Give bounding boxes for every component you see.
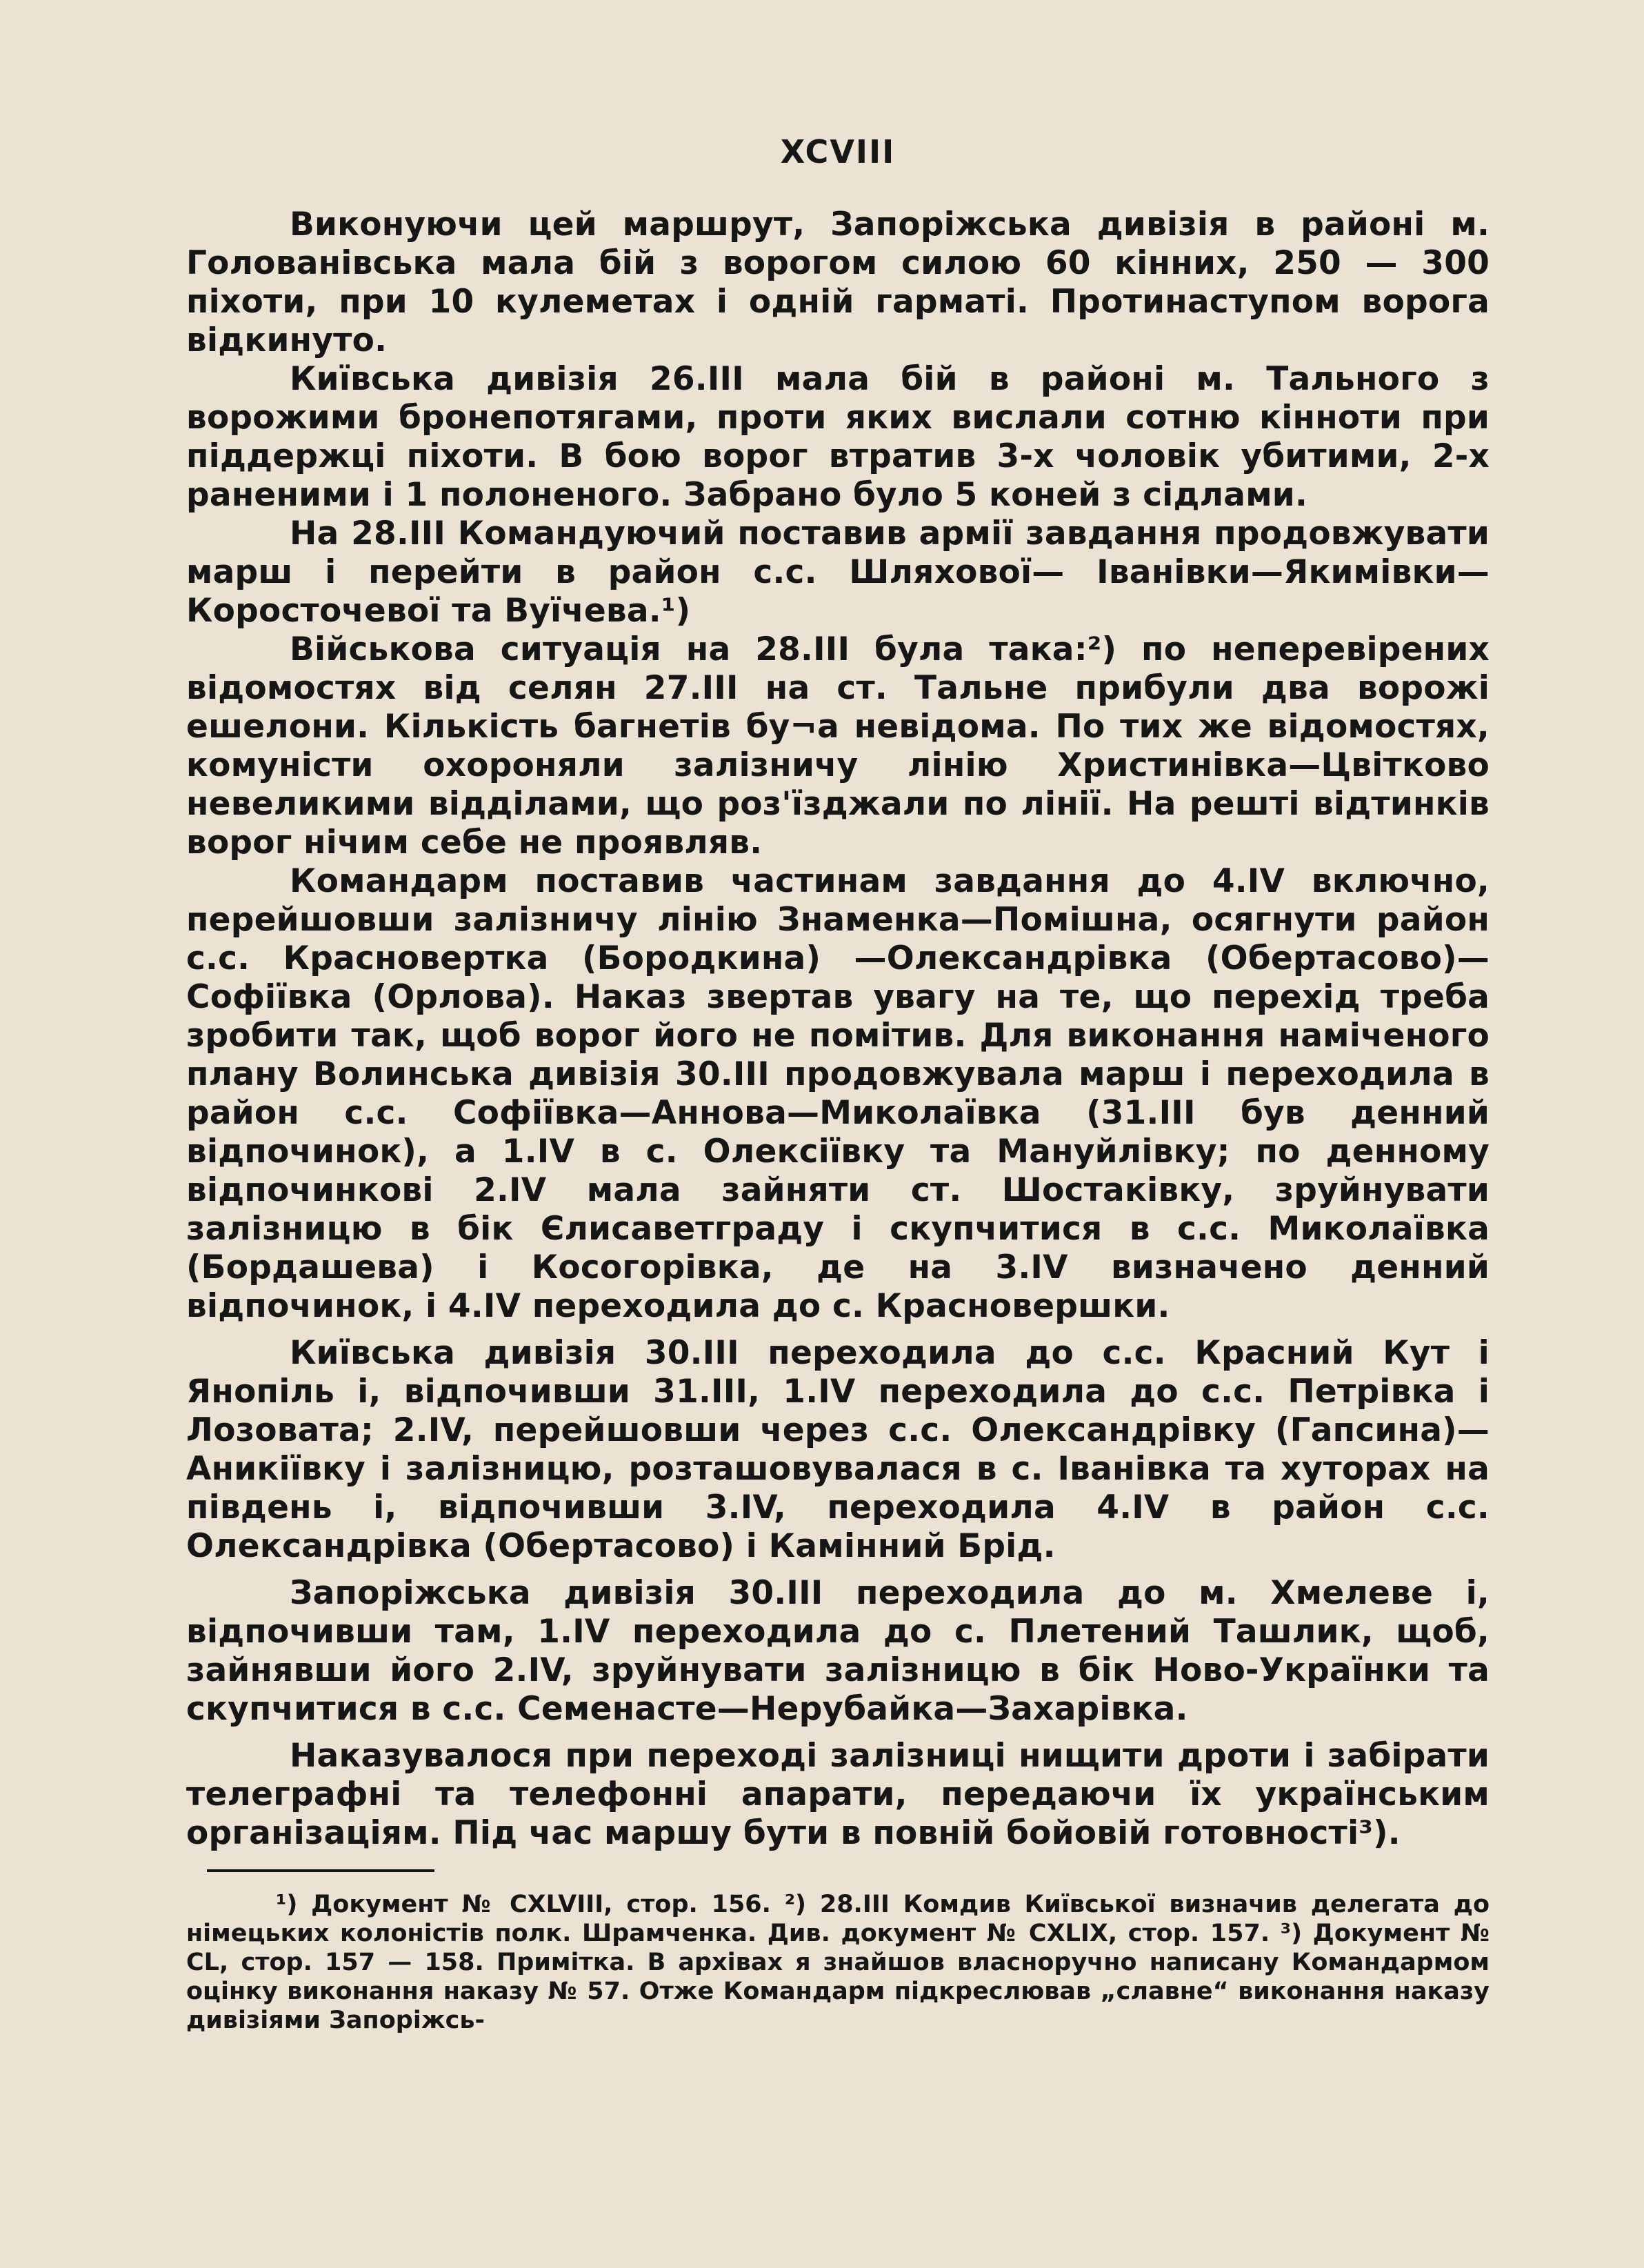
paragraph: Запоріжська дивізія 30.III переходила до м. Хмелеве і, відпочивши там, 1.IV переходила до с. Плетений Ташлик, щоб, зайнявши його 2.IV, зруйнувати залізницю в бік Ново-Українки та скупчитися в с.с. Семенасте—Нерубайка—Захарівка.: [186, 1574, 1490, 1728]
paragraph: Наказувалося при переході залізниці нищити дроти і забірати телеграфні та телефонні апарати, передаючи їх українським організаціям. Під час маршу бути в повній бойовій готовності³).: [186, 1737, 1490, 1852]
paragraph: Командарм поставив частинам завдання до 4.IV включно, перейшовши залізничу лінію Знаменка—Помішна, осягнути район с.с. Красновертка (Бородкина) —Олександрівка (Обертасово)—Софіївка (Орлова). Наказ звертав увагу на те, що перехід треба зробити так, щоб ворог його не помітив. Для виконання наміченого плану Волинська дивізія 30.III продовжувала марш і переходила в район с.с. Софіївка—Аннова—Миколаївка (31.III був денний відпочинок), а 1.IV в с. Олексіївку та Мануйлівку; по денному відпочинкові 2.IV мала зайняти ст. Шостаківку, зруйнувати залізницю в бік Єлисаветграду і скупчитися в с.с. Миколаївка (Бордашева) і Косогорівка, де на 3.IV визначено денний відпочинок, і 4.IV переходила до с. Красновершки.: [186, 862, 1490, 1325]
body-text: [186, 206, 1490, 1853]
document-page: [186, 131, 1490, 2035]
footnotes: [186, 1890, 1490, 2035]
footnote-separator: [207, 1869, 434, 1872]
page-number: XCVIII: [780, 133, 896, 170]
paragraph: На 28.III Командуючий поставив армії завдання продовжувати марш і перейти в район с.с. Шляхової— Іванівки—Якимівки—Коросточевої та Вуїчева.¹): [186, 515, 1490, 630]
footnote-text: ¹) Документ № CXLVIII, стор. 156. ²) 28.III Комдив Київської визначив делегата до німецьких колоністів полк. Шрамченка. Див. документ № CXLIX, стор. 157. ³) Документ № CL, стор. 157 — 158. Примітка. В архівах я знайшов власноручно написану Командармом оцінку виконання наказу № 57. Отже Командарм підкреслював „славне“ виконання наказу дивізіями Запоріжсь-: [186, 1891, 1490, 2034]
paragraph: Київська дивізія 30.III переходила до с.с. Красний Кут і Янопіль і, відпочивши 31.III, 1.IV переходила до с.с. Петрівка і Лозовата; 2.IV, перейшовши через с.с. Олександрівку (Гапсина)—Аникіївку і залізницю, розташовувалася в с. Іванівка та хуторах на південь і, відпочивши 3.IV, переходила 4.IV в район с.с. Олександрівка (Обертасово) і Камінний Брід.: [186, 1334, 1490, 1565]
paragraph: Військова ситуація на 28.III була така:²) по неперевірених відомостях від селян 27.III на ст. Тальне прибули два ворожі ешелони. Кількість багнетів бу¬а невідома. По тих же відомостях, комуністи охороняли залізничу лінію Христинівка—Цвітково невеликими відділами, що роз'їзджали по лінії. На решті відтинків ворог нічим себе не проявляв.: [186, 630, 1490, 862]
paragraph: Київська дивізія 26.III мала бій в районі м. Тального з ворожими бронепотягами, проти яких вислали сотню кінноти при піддержці піхоти. В бою ворог втратив 3-х чоловік убитими, 2-х раненими і 1 полоненого. Забрано було 5 коней з сідлами.: [186, 360, 1490, 514]
paragraph: Виконуючи цей маршрут, Запоріжська дивізія в районі м. Голованівська мала бій з ворогом силою 60 кінних, 250 — 300 піхоти, при 10 кулеметах і одній гарматі. Протинаступом ворога відкинуто.: [186, 206, 1490, 359]
